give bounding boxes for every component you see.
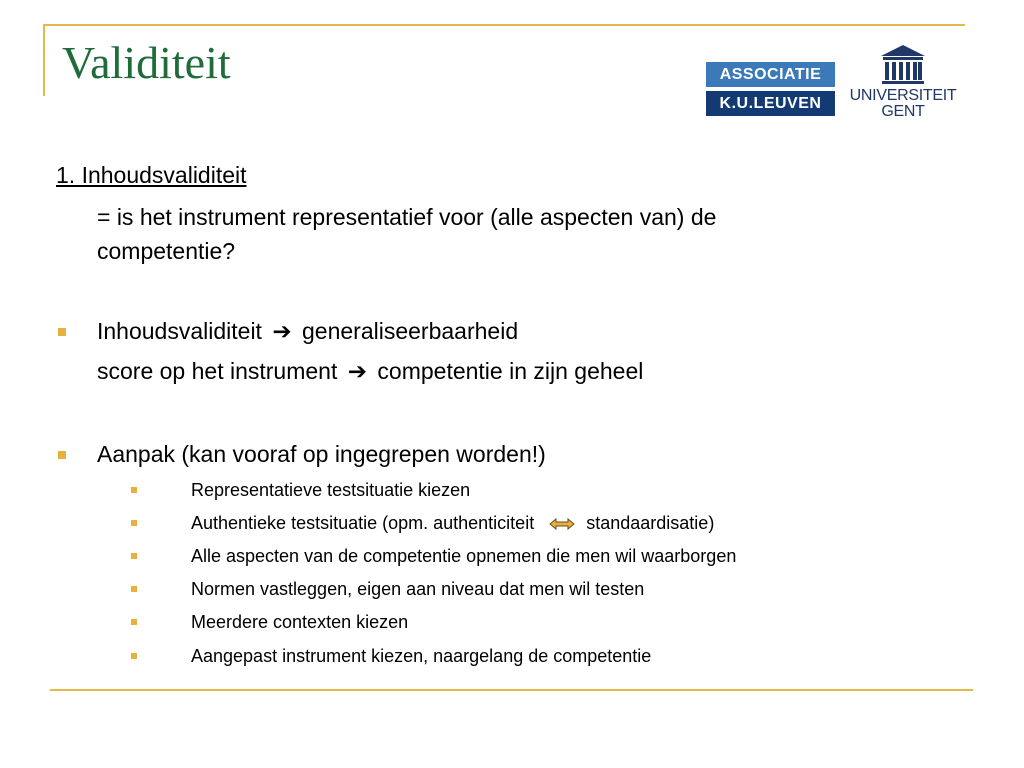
bullet-item-generalisability [97, 316, 518, 346]
right-arrow-icon: ➔ [272, 318, 292, 344]
sub-item: Aangepast instrument kiezen, naargelang de competentie [191, 646, 652, 666]
definition-line2: competentie? [97, 238, 236, 264]
ugent-logo-line1: UNIVERSITEIT [849, 87, 957, 104]
sub-bullet-marker [131, 520, 137, 526]
associatie-logo-line1: ASSOCIATIE [706, 62, 835, 87]
associatie-logo-line2: K.U.LEUVEN [706, 91, 835, 116]
sub-item: Normen vastleggen, eigen aan niveau dat men wil testen [191, 579, 645, 599]
bullet1-left-text: Inhoudsvaliditeit [97, 318, 262, 344]
bullet1-line2-left-text: score op het instrument [97, 358, 338, 384]
bullet1-right-text: generaliseerbaarheid [302, 318, 519, 344]
bullet1-line2-right-text: competentie in zijn geheel [377, 358, 644, 384]
ugent-logo-line2: GENT [881, 103, 925, 120]
sub-item [191, 511, 714, 536]
definition-text [97, 200, 917, 268]
bullet-item-approach: Aanpak (kan vooraf op ingegrepen worden!) [97, 441, 546, 467]
sub-item-text: Authentieke testsituatie (opm. authenticiteit [191, 513, 535, 533]
bullet-marker [58, 328, 66, 336]
definition-line1: = is het instrument representatief voor (alle aspecten van) de [97, 204, 717, 230]
bullet-item-generalisability-line2 [97, 356, 643, 386]
sub-item: Meerdere contexten kiezen [191, 612, 409, 632]
sub-item-tail: standaardisatie) [586, 513, 715, 533]
sub-item: Representatieve testsituatie kiezen [191, 480, 471, 500]
sub-bullet-marker [131, 487, 137, 493]
bullet-marker [58, 451, 66, 459]
sub-bullet-marker [131, 653, 137, 659]
double-arrow-icon [549, 512, 575, 536]
slide-title: Validiteit [62, 37, 231, 88]
sub-bullet-marker [131, 619, 137, 625]
section-heading: 1. Inhoudsvaliditeit [56, 162, 247, 188]
sub-bullet-marker [131, 586, 137, 592]
right-arrow-icon: ➔ [347, 358, 368, 384]
sub-bullet-marker [131, 553, 137, 559]
sub-item: Alle aspecten van de competentie opnemen die men wil waarborgen [191, 546, 737, 566]
